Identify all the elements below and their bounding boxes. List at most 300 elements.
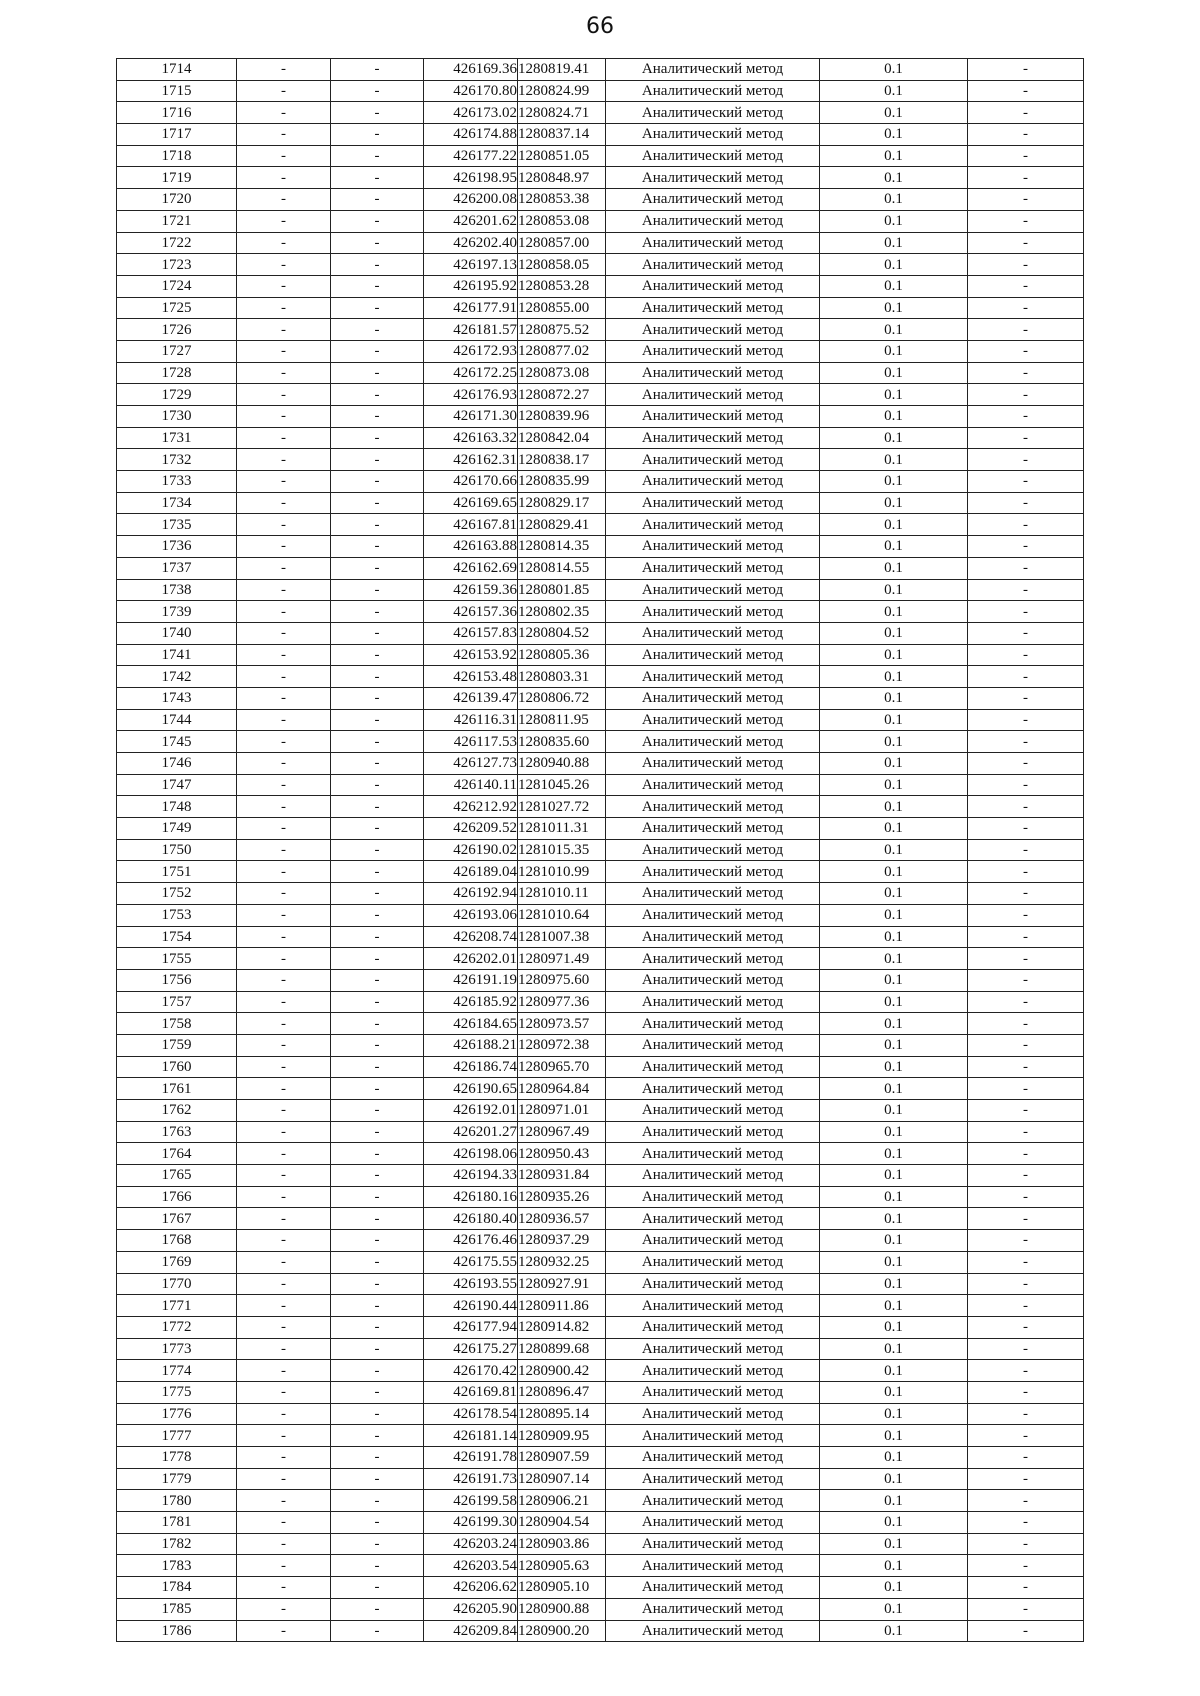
dash-cell: - (237, 687, 331, 709)
x-coordinate-cell: 426185.92 (424, 991, 518, 1013)
dash-cell: - (237, 1598, 331, 1620)
table-row (117, 1338, 1084, 1360)
y-coordinate-cell: 1280804.52 (518, 622, 606, 644)
table-row (117, 666, 1084, 688)
method-cell: Аналитический метод (606, 1468, 820, 1490)
table-row (117, 904, 1084, 926)
accuracy-cell: 0.1 (820, 319, 968, 341)
dash-cell: - (968, 275, 1084, 297)
accuracy-cell: 0.1 (820, 1512, 968, 1534)
dash-cell: - (968, 1533, 1084, 1555)
dash-cell: - (968, 1273, 1084, 1295)
table-row (117, 492, 1084, 514)
method-cell: Аналитический метод (606, 492, 820, 514)
dash-cell: - (968, 1425, 1084, 1447)
accuracy-cell: 0.1 (820, 1186, 968, 1208)
method-cell: Аналитический метод (606, 1186, 820, 1208)
dash-cell: - (237, 839, 331, 861)
table-row (117, 1512, 1084, 1534)
x-coordinate-cell: 426159.36 (424, 579, 518, 601)
dash-cell: - (237, 232, 331, 254)
dash-cell: - (237, 969, 331, 991)
dash-cell: - (331, 622, 424, 644)
accuracy-cell: 0.1 (820, 1490, 968, 1512)
method-cell: Аналитический метод (606, 991, 820, 1013)
x-coordinate-cell: 426173.02 (424, 102, 518, 124)
y-coordinate-cell: 1280937.29 (518, 1230, 606, 1252)
table-row (117, 210, 1084, 232)
dash-cell: - (237, 601, 331, 623)
table-row (117, 1295, 1084, 1317)
dash-cell: - (968, 1186, 1084, 1208)
dash-cell: - (237, 1316, 331, 1338)
y-coordinate-cell: 1280900.42 (518, 1360, 606, 1382)
table-row (117, 254, 1084, 276)
accuracy-cell: 0.1 (820, 1360, 968, 1382)
point-number-cell: 1745 (117, 731, 237, 753)
x-coordinate-cell: 426201.62 (424, 210, 518, 232)
page-number: 66 (586, 14, 614, 39)
accuracy-cell: 0.1 (820, 536, 968, 558)
point-number-cell: 1785 (117, 1598, 237, 1620)
dash-cell: - (968, 1316, 1084, 1338)
accuracy-cell: 0.1 (820, 1316, 968, 1338)
table-row (117, 59, 1084, 81)
dash-cell: - (968, 167, 1084, 189)
accuracy-cell: 0.1 (820, 861, 968, 883)
y-coordinate-cell: 1280806.72 (518, 687, 606, 709)
dash-cell: - (237, 731, 331, 753)
method-cell: Аналитический метод (606, 883, 820, 905)
point-number-cell: 1753 (117, 904, 237, 926)
dash-cell: - (331, 297, 424, 319)
point-number-cell: 1769 (117, 1251, 237, 1273)
method-cell: Аналитический метод (606, 102, 820, 124)
y-coordinate-cell: 1280900.20 (518, 1620, 606, 1642)
point-number-cell: 1755 (117, 948, 237, 970)
accuracy-cell: 0.1 (820, 384, 968, 406)
y-coordinate-cell: 1280931.84 (518, 1165, 606, 1187)
method-cell: Аналитический метод (606, 1360, 820, 1382)
table-row (117, 124, 1084, 146)
method-cell: Аналитический метод (606, 839, 820, 861)
accuracy-cell: 0.1 (820, 1620, 968, 1642)
y-coordinate-cell: 1280829.41 (518, 514, 606, 536)
dash-cell: - (968, 1620, 1084, 1642)
method-cell: Аналитический метод (606, 1533, 820, 1555)
dash-cell: - (331, 861, 424, 883)
table-row (117, 1121, 1084, 1143)
dash-cell: - (331, 492, 424, 514)
x-coordinate-cell: 426169.65 (424, 492, 518, 514)
point-number-cell: 1714 (117, 59, 237, 81)
table-row (117, 774, 1084, 796)
y-coordinate-cell: 1280855.00 (518, 297, 606, 319)
dash-cell: - (331, 210, 424, 232)
dash-cell: - (237, 1512, 331, 1534)
table-row (117, 1100, 1084, 1122)
accuracy-cell: 0.1 (820, 1447, 968, 1469)
y-coordinate-cell: 1280857.00 (518, 232, 606, 254)
method-cell: Аналитический метод (606, 1381, 820, 1403)
dash-cell: - (968, 1034, 1084, 1056)
dash-cell: - (237, 753, 331, 775)
method-cell: Аналитический метод (606, 1143, 820, 1165)
method-cell: Аналитический метод (606, 1251, 820, 1273)
y-coordinate-cell: 1280814.35 (518, 536, 606, 558)
accuracy-cell: 0.1 (820, 492, 968, 514)
x-coordinate-cell: 426203.24 (424, 1533, 518, 1555)
x-coordinate-cell: 426191.73 (424, 1468, 518, 1490)
x-coordinate-cell: 426184.65 (424, 1013, 518, 1035)
dash-cell: - (968, 796, 1084, 818)
point-number-cell: 1740 (117, 622, 237, 644)
accuracy-cell: 0.1 (820, 622, 968, 644)
dash-cell: - (237, 319, 331, 341)
x-coordinate-cell: 426157.83 (424, 622, 518, 644)
y-coordinate-cell: 1280835.99 (518, 471, 606, 493)
table-row (117, 731, 1084, 753)
dash-cell: - (331, 1013, 424, 1035)
dash-cell: - (331, 753, 424, 775)
table-row (117, 275, 1084, 297)
dash-cell: - (237, 492, 331, 514)
accuracy-cell: 0.1 (820, 774, 968, 796)
accuracy-cell: 0.1 (820, 210, 968, 232)
dash-cell: - (237, 1143, 331, 1165)
method-cell: Аналитический метод (606, 1100, 820, 1122)
dash-cell: - (237, 557, 331, 579)
x-coordinate-cell: 426172.25 (424, 362, 518, 384)
table-row (117, 1533, 1084, 1555)
accuracy-cell: 0.1 (820, 579, 968, 601)
accuracy-cell: 0.1 (820, 1273, 968, 1295)
dash-cell: - (968, 449, 1084, 471)
y-coordinate-cell: 1281045.26 (518, 774, 606, 796)
dash-cell: - (237, 1533, 331, 1555)
dash-cell: - (237, 1273, 331, 1295)
x-coordinate-cell: 426201.27 (424, 1121, 518, 1143)
dash-cell: - (968, 666, 1084, 688)
x-coordinate-cell: 426198.06 (424, 1143, 518, 1165)
table-row (117, 1620, 1084, 1642)
dash-cell: - (237, 59, 331, 81)
y-coordinate-cell: 1280940.88 (518, 753, 606, 775)
accuracy-cell: 0.1 (820, 557, 968, 579)
method-cell: Аналитический метод (606, 1447, 820, 1469)
dash-cell: - (331, 1056, 424, 1078)
x-coordinate-cell: 426191.78 (424, 1447, 518, 1469)
accuracy-cell: 0.1 (820, 1533, 968, 1555)
dash-cell: - (968, 1230, 1084, 1252)
method-cell: Аналитический метод (606, 1316, 820, 1338)
y-coordinate-cell: 1280971.49 (518, 948, 606, 970)
accuracy-cell: 0.1 (820, 883, 968, 905)
y-coordinate-cell: 1280829.17 (518, 492, 606, 514)
accuracy-cell: 0.1 (820, 1555, 968, 1577)
dash-cell: - (331, 536, 424, 558)
method-cell: Аналитический метод (606, 1230, 820, 1252)
table-row (117, 1165, 1084, 1187)
x-coordinate-cell: 426206.62 (424, 1577, 518, 1599)
method-cell: Аналитический метод (606, 1425, 820, 1447)
table-row (117, 969, 1084, 991)
dash-cell: - (237, 1447, 331, 1469)
table-row (117, 861, 1084, 883)
table-row (117, 622, 1084, 644)
x-coordinate-cell: 426170.80 (424, 80, 518, 102)
y-coordinate-cell: 1280927.91 (518, 1273, 606, 1295)
dash-cell: - (331, 1577, 424, 1599)
y-coordinate-cell: 1280964.84 (518, 1078, 606, 1100)
table-row (117, 232, 1084, 254)
point-number-cell: 1763 (117, 1121, 237, 1143)
dash-cell: - (237, 145, 331, 167)
x-coordinate-cell: 426167.81 (424, 514, 518, 536)
method-cell: Аналитический метод (606, 579, 820, 601)
method-cell: Аналитический метод (606, 59, 820, 81)
dash-cell: - (331, 449, 424, 471)
dash-cell: - (237, 275, 331, 297)
dash-cell: - (968, 1512, 1084, 1534)
dash-cell: - (331, 904, 424, 926)
dash-cell: - (331, 1208, 424, 1230)
method-cell: Аналитический метод (606, 210, 820, 232)
dash-cell: - (331, 59, 424, 81)
x-coordinate-cell: 426188.21 (424, 1034, 518, 1056)
method-cell: Аналитический метод (606, 818, 820, 840)
dash-cell: - (968, 948, 1084, 970)
dash-cell: - (237, 536, 331, 558)
point-number-cell: 1752 (117, 883, 237, 905)
accuracy-cell: 0.1 (820, 1034, 968, 1056)
point-number-cell: 1783 (117, 1555, 237, 1577)
table-row (117, 1013, 1084, 1035)
x-coordinate-cell: 426169.81 (424, 1381, 518, 1403)
dash-cell: - (968, 687, 1084, 709)
point-number-cell: 1773 (117, 1338, 237, 1360)
method-cell: Аналитический метод (606, 275, 820, 297)
y-coordinate-cell: 1280873.08 (518, 362, 606, 384)
y-coordinate-cell: 1280965.70 (518, 1056, 606, 1078)
dash-cell: - (968, 579, 1084, 601)
x-coordinate-cell: 426180.40 (424, 1208, 518, 1230)
method-cell: Аналитический метод (606, 687, 820, 709)
dash-cell: - (968, 59, 1084, 81)
x-coordinate-cell: 426193.06 (424, 904, 518, 926)
table-row (117, 536, 1084, 558)
point-number-cell: 1750 (117, 839, 237, 861)
method-cell: Аналитический метод (606, 731, 820, 753)
dash-cell: - (237, 406, 331, 428)
dash-cell: - (968, 471, 1084, 493)
accuracy-cell: 0.1 (820, 406, 968, 428)
accuracy-cell: 0.1 (820, 926, 968, 948)
accuracy-cell: 0.1 (820, 1165, 968, 1187)
dash-cell: - (968, 1381, 1084, 1403)
point-number-cell: 1736 (117, 536, 237, 558)
table-row (117, 1425, 1084, 1447)
dash-cell: - (331, 796, 424, 818)
x-coordinate-cell: 426202.01 (424, 948, 518, 970)
dash-cell: - (331, 189, 424, 211)
x-coordinate-cell: 426177.22 (424, 145, 518, 167)
accuracy-cell: 0.1 (820, 839, 968, 861)
dash-cell: - (968, 883, 1084, 905)
method-cell: Аналитический метод (606, 1013, 820, 1035)
dash-cell: - (331, 1533, 424, 1555)
y-coordinate-cell: 1280936.57 (518, 1208, 606, 1230)
point-number-cell: 1757 (117, 991, 237, 1013)
y-coordinate-cell: 1280909.95 (518, 1425, 606, 1447)
dash-cell: - (331, 839, 424, 861)
dash-cell: - (331, 1403, 424, 1425)
dash-cell: - (968, 319, 1084, 341)
dash-cell: - (331, 883, 424, 905)
x-coordinate-cell: 426116.31 (424, 709, 518, 731)
accuracy-cell: 0.1 (820, 601, 968, 623)
point-number-cell: 1738 (117, 579, 237, 601)
y-coordinate-cell: 1280911.86 (518, 1295, 606, 1317)
accuracy-cell: 0.1 (820, 189, 968, 211)
y-coordinate-cell: 1280875.52 (518, 319, 606, 341)
dash-cell: - (331, 124, 424, 146)
dash-cell: - (237, 254, 331, 276)
dash-cell: - (331, 406, 424, 428)
table-row (117, 1273, 1084, 1295)
dash-cell: - (331, 1620, 424, 1642)
y-coordinate-cell: 1281011.31 (518, 818, 606, 840)
method-cell: Аналитический метод (606, 254, 820, 276)
method-cell: Аналитический метод (606, 926, 820, 948)
point-number-cell: 1743 (117, 687, 237, 709)
method-cell: Аналитический метод (606, 1165, 820, 1187)
y-coordinate-cell: 1280896.47 (518, 1381, 606, 1403)
dash-cell: - (968, 384, 1084, 406)
dash-cell: - (237, 102, 331, 124)
method-cell: Аналитический метод (606, 1577, 820, 1599)
table-row (117, 1360, 1084, 1382)
y-coordinate-cell: 1280971.01 (518, 1100, 606, 1122)
point-number-cell: 1780 (117, 1490, 237, 1512)
table-row (117, 297, 1084, 319)
dash-cell: - (968, 297, 1084, 319)
dash-cell: - (237, 1403, 331, 1425)
dash-cell: - (237, 1295, 331, 1317)
dash-cell: - (331, 926, 424, 948)
dash-cell: - (331, 666, 424, 688)
method-cell: Аналитический метод (606, 1598, 820, 1620)
dash-cell: - (237, 579, 331, 601)
x-coordinate-cell: 426163.88 (424, 536, 518, 558)
x-coordinate-cell: 426195.92 (424, 275, 518, 297)
method-cell: Аналитический метод (606, 319, 820, 341)
table-row (117, 1381, 1084, 1403)
accuracy-cell: 0.1 (820, 275, 968, 297)
dash-cell: - (237, 1056, 331, 1078)
accuracy-cell: 0.1 (820, 1577, 968, 1599)
dash-cell: - (331, 991, 424, 1013)
y-coordinate-cell: 1280851.05 (518, 145, 606, 167)
table-row (117, 1056, 1084, 1078)
dash-cell: - (331, 1598, 424, 1620)
method-cell: Аналитический метод (606, 189, 820, 211)
method-cell: Аналитический метод (606, 644, 820, 666)
method-cell: Аналитический метод (606, 796, 820, 818)
y-coordinate-cell: 1280848.97 (518, 167, 606, 189)
accuracy-cell: 0.1 (820, 1468, 968, 1490)
point-number-cell: 1719 (117, 167, 237, 189)
y-coordinate-cell: 1280805.36 (518, 644, 606, 666)
dash-cell: - (237, 362, 331, 384)
accuracy-cell: 0.1 (820, 1013, 968, 1035)
point-number-cell: 1741 (117, 644, 237, 666)
accuracy-cell: 0.1 (820, 1425, 968, 1447)
point-number-cell: 1771 (117, 1295, 237, 1317)
point-number-cell: 1772 (117, 1316, 237, 1338)
point-number-cell: 1756 (117, 969, 237, 991)
dash-cell: - (968, 514, 1084, 536)
method-cell: Аналитический метод (606, 948, 820, 970)
x-coordinate-cell: 426202.40 (424, 232, 518, 254)
dash-cell: - (968, 1121, 1084, 1143)
dash-cell: - (331, 167, 424, 189)
dash-cell: - (968, 406, 1084, 428)
point-number-cell: 1760 (117, 1056, 237, 1078)
table-row (117, 362, 1084, 384)
x-coordinate-cell: 426175.55 (424, 1251, 518, 1273)
table-row (117, 557, 1084, 579)
dash-cell: - (331, 1251, 424, 1273)
point-number-cell: 1727 (117, 340, 237, 362)
accuracy-cell: 0.1 (820, 948, 968, 970)
method-cell: Аналитический метод (606, 1338, 820, 1360)
point-number-cell: 1749 (117, 818, 237, 840)
x-coordinate-cell: 426169.36 (424, 59, 518, 81)
dash-cell: - (331, 1121, 424, 1143)
x-coordinate-cell: 426157.36 (424, 601, 518, 623)
accuracy-cell: 0.1 (820, 991, 968, 1013)
table-row (117, 601, 1084, 623)
dash-cell: - (968, 622, 1084, 644)
table-row (117, 1403, 1084, 1425)
dash-cell: - (237, 1381, 331, 1403)
point-number-cell: 1729 (117, 384, 237, 406)
accuracy-cell: 0.1 (820, 145, 968, 167)
dash-cell: - (237, 1230, 331, 1252)
dash-cell: - (237, 1620, 331, 1642)
dash-cell: - (237, 1034, 331, 1056)
dash-cell: - (968, 1056, 1084, 1078)
y-coordinate-cell: 1280853.28 (518, 275, 606, 297)
dash-cell: - (968, 1577, 1084, 1599)
x-coordinate-cell: 426191.19 (424, 969, 518, 991)
y-coordinate-cell: 1280903.86 (518, 1533, 606, 1555)
table-row (117, 1186, 1084, 1208)
y-coordinate-cell: 1281007.38 (518, 926, 606, 948)
x-coordinate-cell: 426140.11 (424, 774, 518, 796)
point-number-cell: 1739 (117, 601, 237, 623)
x-coordinate-cell: 426199.58 (424, 1490, 518, 1512)
table-row (117, 1490, 1084, 1512)
dash-cell: - (968, 1208, 1084, 1230)
dash-cell: - (968, 232, 1084, 254)
dash-cell: - (331, 1186, 424, 1208)
dash-cell: - (237, 297, 331, 319)
dash-cell: - (237, 1100, 331, 1122)
table-row (117, 384, 1084, 406)
accuracy-cell: 0.1 (820, 297, 968, 319)
